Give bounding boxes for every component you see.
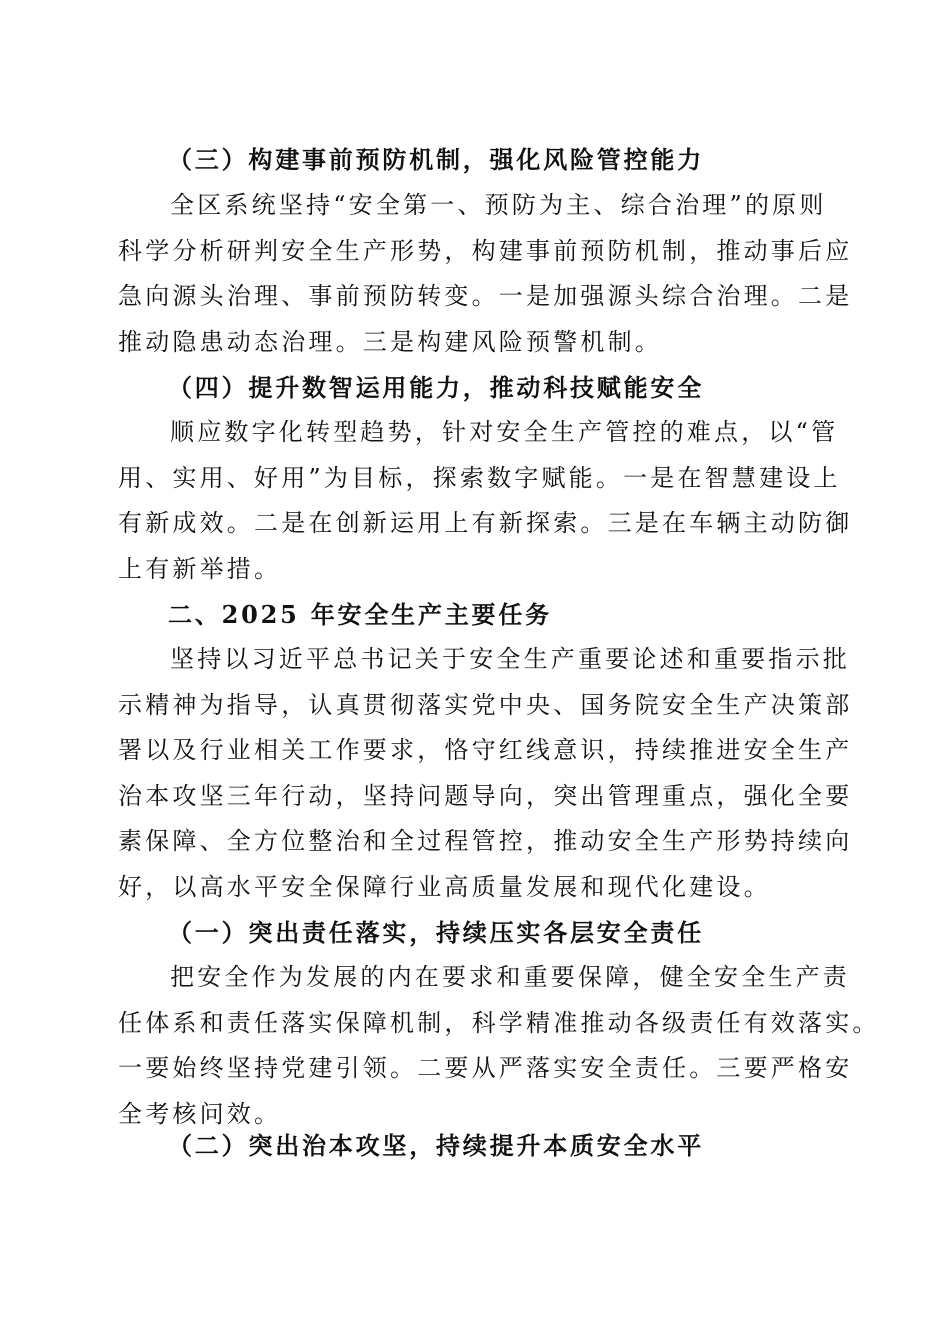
part-heading-2: 二、2025 年安全生产主要任务 [168,600,552,629]
paragraph-line: 坚持以习近平总书记关于安全生产重要论述和重要指示批 [170,645,850,673]
paragraph-line: 上有新举措。 [118,554,282,583]
paragraph-line: 任体系和责任落实保障机制，科学精准推动各级责任有效落实。 [118,1008,880,1037]
section-heading-4: （四）提升数智运用能力，推动科技赋能安全 [168,373,704,402]
paragraph-line: 急向源头治理、事前预防转变。一是加强源头综合治理。二是 [118,282,853,310]
part-body-2 [118,637,853,910]
paragraph-line: 治本攻坚三年行动，坚持问题导向，突出管理重点，强化全要 [118,781,853,810]
paragraph-line: 好，以高水平安全保障行业高质量发展和现代化建设。 [118,872,771,901]
section-heading-2-1: （一）突出责任落实，持续压实各层安全责任 [168,918,704,947]
paragraph-line: 顺应数字化转型趋势，针对安全生产管控的难点，以“管 [170,418,839,446]
section-heading-3: （三）构建事前预防机制，强化风险管控能力 [168,145,704,174]
paragraph-line: 有新成效。二是在创新运用上有新探索。三是在车辆主动防御 [118,509,853,537]
paragraph-line: 全区系统坚持“安全第一、预防为主、综合治理”的原则 [170,191,827,219]
paragraph-line: 署以及行业相关工作要求，恪守红线意识，持续推进安全生产 [118,736,853,764]
paragraph-line: 用、实用、好用”为目标，探索数字赋能。一是在智慧建设上 [118,463,841,492]
section-heading-2-2: （二）突出治本攻坚，持续提升本质安全水平 [168,1131,704,1160]
paragraph-line: 把安全作为发展的内在要求和重要保障，健全安全生产责 [170,963,850,991]
section-body-2-1 [118,955,880,1137]
paragraph-line: 示精神为指导，认真贯彻落实党中央、国务院安全生产决策部 [118,690,853,719]
paragraph-line: 素保障、全方位整治和全过程管控，推动安全生产形势持续向 [118,827,853,855]
paragraph-line: 全考核问效。 [118,1099,282,1128]
paragraph-line: 科学分析研判安全生产形势，构建事前预防机制，推动事后应 [118,236,853,265]
paragraph-line: 一要始终坚持党建引领。二要从严落实安全责任。三要严格安 [118,1054,853,1082]
paragraph-line: 推动隐患动态治理。三是构建风险预警机制。 [118,327,662,356]
section-body-4 [118,410,853,592]
section-body-3 [118,183,853,365]
